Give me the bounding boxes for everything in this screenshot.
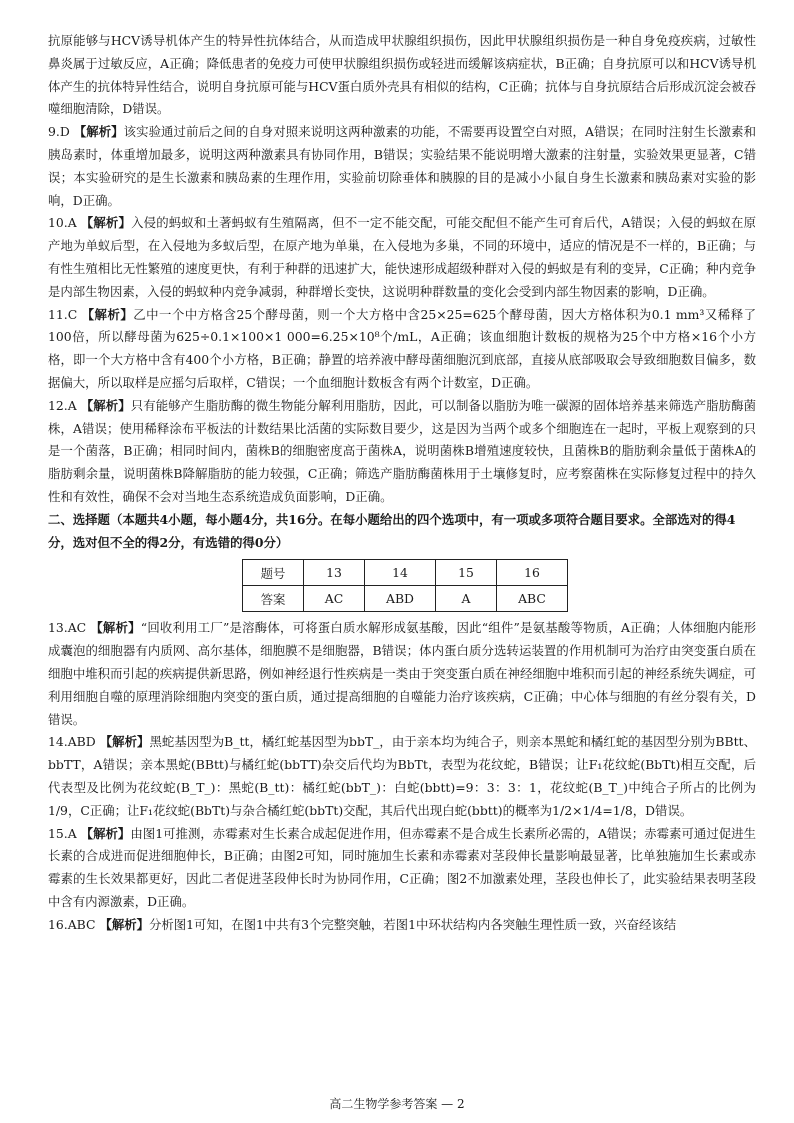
table-cell-answer: AC (304, 586, 365, 612)
answer-table (242, 559, 568, 612)
explanation-12: 12.A 【解析】只有能够产生脂肪酶的微生物能分解利用脂肪，因此，可以制备以脂肪为唯一碳源的固体培养基来筛选产脂肪酶菌株，A错误；使用稀释涂布平板法的计数结果比活菌的实际数目要少，这是因为当两个或多个细胞连在一起时，平板上观察到的只是一个菌落，B正确；相同时间内，菌株B的细胞密度高于菌株A，说明菌株B增殖速度较快，且菌株B的脂肪剩余量低于菌株A的脂肪剩余量，说明菌株B降解脂肪的能力较强，C正确；筛选产脂肪酶菌株用于土壤修复时，应考察菌株在实际修复过程中的持久性和有效性，确保不会对当地生态系统造成负面影响，D正确。 (48, 397, 756, 504)
explanation-16: 16.ABC 【解析】分析图1可知，在图1中共有3个完整突触，若图1中环状结构内各突触生理性质一致，兴奋经该结 (48, 916, 677, 932)
table-cell-number: 14 (365, 560, 436, 586)
answer-table-answer-row (243, 586, 568, 612)
table-cell-number: 13 (304, 560, 365, 586)
single-choice-explanations (48, 121, 756, 509)
page-footer: 高二生物学参考答案 — 2 (329, 1097, 465, 1111)
explanation-14: 14.ABD 【解析】黑蛇基因型为B_tt，橘红蛇基因型为bbT_，由于亲本均为纯合子，则亲本黑蛇和橘红蛇的基因型分别为BBtt、bbTT，A错误；亲本黑蛇(BBtt)与橘红蛇(bbTT)杂交后代均为BbTt，表型为花纹蛇，B错误；让F₁花纹蛇(BbTt)相互交配，后代表型及比例为花纹蛇(B_T_)：黑蛇(B_tt)：橘红蛇(bbT_)：白蛇(bbtt)=9：3：3：1，花纹蛇(B_T_)中纯合子所占的比例为1/9，C正确；让F₁花纹蛇(BbTt)与杂合橘红蛇(bbTt)交配，其后代出现白蛇(bbtt)的概率为1/2×1/4=1/8，D错误。 (48, 734, 756, 818)
explanation-9: 9.D 【解析】该实验通过前后之间的自身对照来说明这两种激素的功能，不需要再设置空白对照，A错误；在同时注射生长激素和胰岛素时，体重增加最多，说明这两种激素具有协同作用，B错误；实验结果不能说明增大激素的注射量，实验效果更显著，C错误；本实验研究的是生长激素和胰岛素的生理作用，实验前切除垂体和胰腺的目的是减小小鼠自身生长激素和胰岛素对实验的影响，D正确。 (48, 124, 756, 208)
table-cell-answer: ABD (365, 586, 436, 612)
table-cell-number: 15 (436, 560, 497, 586)
table-cell-number: 16 (497, 560, 568, 586)
multi-choice-explanations (48, 617, 756, 936)
explanation-10: 10.A 【解析】入侵的蚂蚁和土著蚂蚁有生殖隔离，但不一定不能交配，可能交配但不能产生可育后代，A错误；入侵的蚂蚁在原产地为单蚁后型，在入侵地为多蚁后型，在原产地为单巢，在入侵地为多巢，不同的环境中，适应的情况是不一样的，B正确；与有性生殖相比无性繁殖的速度更快，有利于种群的迅速扩大，能快速形成超级种群对入侵的蚂蚁是有利的变异，C正确；种内竞争是内部生物因素，入侵的蚂蚁种内竞争减弱，种群增长变快，这说明种群数量的变化会受到内部生物因素的影响，D正确。 (48, 215, 756, 299)
explanation-15: 15.A 【解析】由图1可推测，赤霉素对生长素合成起促进作用，但赤霉素不是合成生长素所必需的，A错误；赤霉素可通过促进生长素的合成进而促进细胞伸长，B正确；由图2可知，同时施加生长素和赤霉素对茎段伸长量影响最显著，比单独施加生长素或赤霉素的生长效果都更好，因此二者促进茎段伸长时为协同作用，C正确；图2不加激素处理，茎段也伸长了，此实验结果表明茎段中含有内源激素，D正确。 (48, 825, 756, 909)
intro-paragraph: 抗原能够与HCV诱导机体产生的特异性抗体结合，从而造成甲状腺组织损伤，因此甲状腺组织损伤是一种自身免疫疾病，过敏性鼻炎属于过敏反应，A正确；降低患者的免疫力可使甲状腺组织损伤或轻进而缓解该病症状，B正确；自身抗原可以和HCV诱导机体产生的抗体特异性结合，说明自身抗原可能与HCV蛋白质外壳具有相似的结构，C正确；抗体与自身抗原结合后形成沉淀会被吞噬细胞清除，D错误。 (48, 33, 756, 117)
answer-table-number-row (243, 560, 568, 586)
section-2-heading: 二、选择题（本题共4小题，每小题4分，共16分。在每小题给出的四个选项中，有一项或多项符合题目要求。全部选对的得4分，选对但不全的得2分，有选错的得0分） (48, 511, 736, 550)
table-cell-answer: ABC (497, 586, 568, 612)
explanation-13: 13.AC 【解析】“回收利用工厂”是溶酶体，可将蛋白质水解形成氨基酸，因此“组件”是氨基酸等物质，A正确；人体细胞内能形成囊泡的细胞器有内质网、高尔基体，细胞膜不是细胞器，B错误；体内蛋白质分选转运装置的作用机制可为治疗由突变蛋白质在细胞中堆积而引起的疾病提供新思路，例如神经退行性疾病是一类由于突变蛋白质在神经细胞中堆积而引起的神经系统失调症，可利用细胞自噬的原理消除细胞内突变的蛋白质，通过提高细胞的自噬能力治疗该疾病，C正确；中心体与细胞的有丝分裂有关，D错误。 (48, 620, 756, 727)
table-cell-answer: A (436, 586, 497, 612)
answer-page (48, 30, 756, 936)
table-label-answer: 答案 (243, 586, 304, 612)
table-label-number: 题号 (243, 560, 304, 586)
explanation-11: 11.C 【解析】乙中一个中方格含25个酵母菌，则一个大方格中含25×25=625个酵母菌，因大方格体积为0.1 mm³又稀释了100倍，所以酵母菌为625÷0.1×100×1 000=6.25×10⁸个/mL，A正确；该血细胞计数板的规格为25个中方格×16个小方格，即一个大方格中含有400个小方格，B正确；静置的培养液中酵母菌细胞沉到底部，直接从底部吸取会导致细胞数目偏多，数据偏大，所以取样是应摇匀后取样，C错误；一个血细胞计数板含有两个计数室，D正确。 (48, 306, 756, 390)
